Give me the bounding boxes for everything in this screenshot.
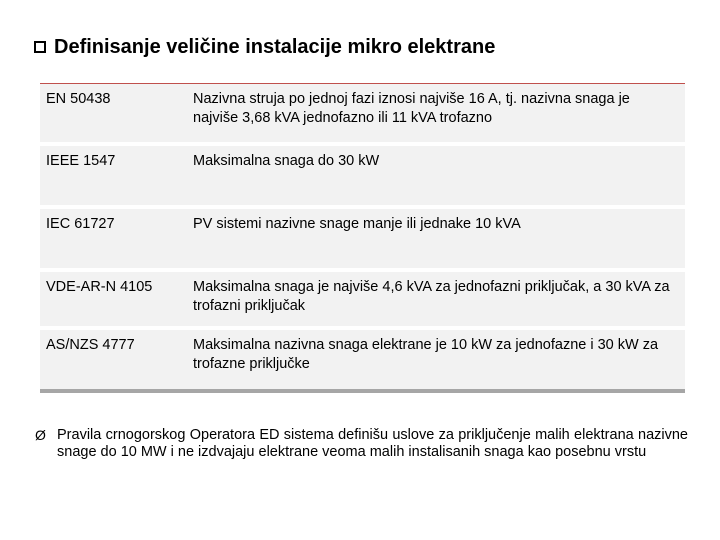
slide-title [34,36,495,59]
table-row [40,207,685,270]
standard-description: Maksimalna snaga je najviše 4,6 kVA za jednofazni priključak, a 30 kVA za trofazni priključak [187,270,685,328]
table-row [40,144,685,207]
note-text: Pravila crnogorskog Operatora ED sistema definišu uslove za priključenje malih elektrana nazivne snage do 10 MW i ne izdvajaju elektrane veoma malih instalisanih snaga kao posebnu vrstu [57,427,688,460]
table-row [40,270,685,328]
standard-description: Nazivna struja po jednoj fazi iznosi najviše 16 A, tj. nazivna snaga je najviše 3,68 kVA jednofazno ili 11 kVA trofazno [187,84,685,144]
standard-description: Maksimalna nazivna snaga elektrane je 10 kW za jednofazne i 30 kW za trofazne priključke [187,328,685,391]
slide-title-text: Definisanje veličine instalacije mikro elektrane [54,36,496,58]
standard-code: AS/NZS 4777 [40,328,187,391]
arrow-bullet-icon: Ø [35,427,46,443]
standard-description: PV sistemi nazivne snage manje ili jednake 10 kVA [187,207,685,270]
standard-code: IEC 61727 [40,207,187,270]
standards-table [40,83,685,393]
standard-code: EN 50438 [40,84,187,144]
checkbox-square-bullet-icon [34,41,46,53]
table-row [40,328,685,391]
note-bullet [35,427,688,461]
standard-description: Maksimalna snaga do 30 kW [187,144,685,207]
standard-code: IEEE 1547 [40,144,187,207]
table-row [40,84,685,144]
standard-code: VDE-AR-N 4105 [40,270,187,328]
